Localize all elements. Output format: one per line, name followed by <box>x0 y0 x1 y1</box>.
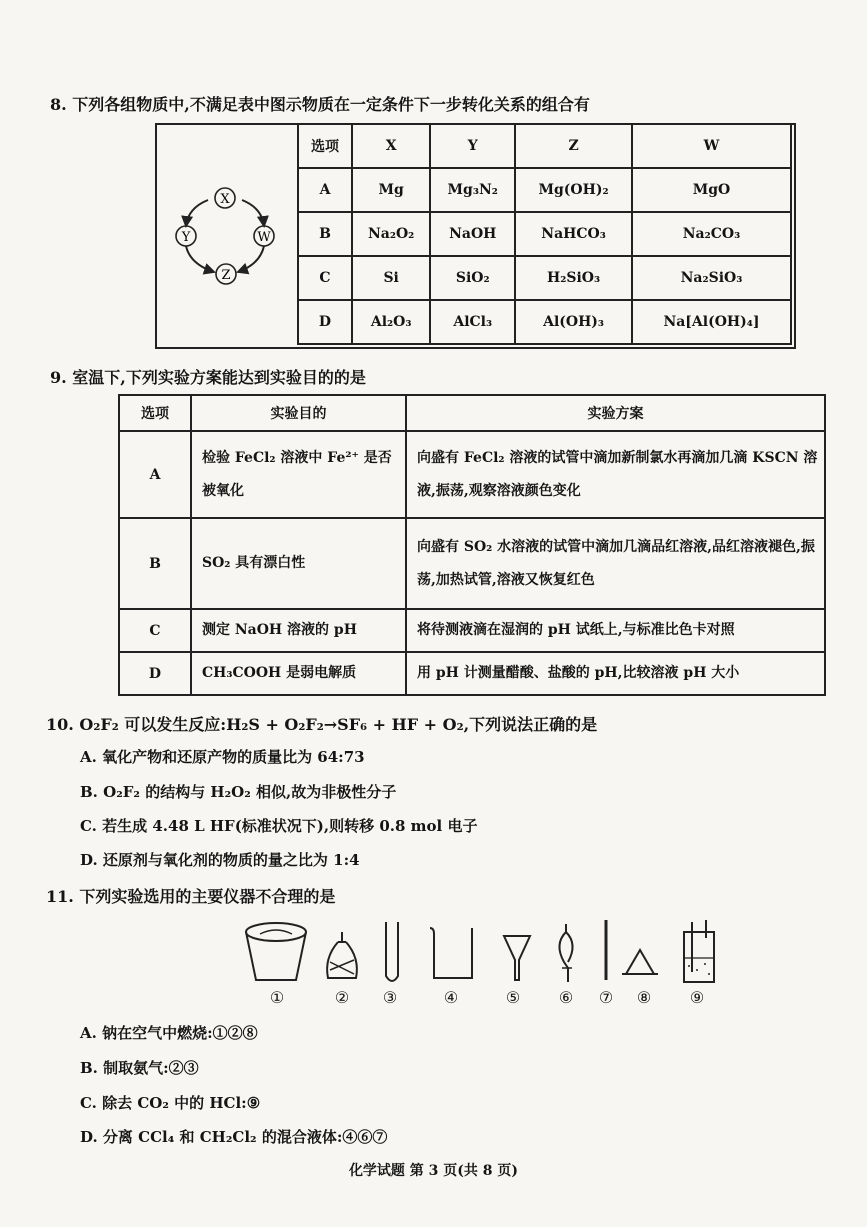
alcohol-lamp-icon <box>327 932 357 978</box>
table-row <box>298 300 791 344</box>
label-5: ⑤ <box>505 988 521 1007</box>
header-cell: 选项 <box>119 395 191 431</box>
cell: D <box>119 652 191 695</box>
header-cell: Y <box>430 124 515 168</box>
gas-washing-bottle-icon <box>684 920 714 982</box>
q8-table <box>297 123 792 345</box>
header-cell: 选项 <box>298 124 352 168</box>
q11-stem: 11. 下列实验选用的主要仪器不合理的是 <box>46 887 336 906</box>
clay-triangle-icon <box>622 950 658 974</box>
label-4: ④ <box>443 988 459 1007</box>
cell: 用 pH 计测量醋酸、盐酸的 pH,比较溶液 pH 大小 <box>406 652 825 695</box>
q10-option-c: C. 若生成 4.48 L HF(标准状况下),则转移 0.8 mol 电子 <box>80 817 478 835</box>
cell: B <box>298 212 352 256</box>
node-z: Z <box>221 268 231 283</box>
cell: 向盛有 SO₂ 水溶液的试管中滴加几滴品红溶液,品红溶液褪色,振荡,加热试管,溶液又恢复红色 <box>406 518 825 609</box>
q10-stem: 10. O₂F₂ 可以发生反应:H₂S + O₂F₂→SF₆ + HF + O₂,下列说法正确的是 <box>46 715 598 734</box>
cell: 检验 FeCl₂ 溶液中 Fe²⁺ 是否被氧化 <box>191 431 406 518</box>
header-cell: W <box>632 124 791 168</box>
cell: Mg₃N₂ <box>430 168 515 212</box>
funnel-icon <box>504 936 530 980</box>
cell: NaOH <box>430 212 515 256</box>
cell: H₂SiO₃ <box>515 256 632 300</box>
header-cell: 实验目的 <box>191 395 406 431</box>
beaker-icon <box>430 928 472 978</box>
header-cell: Z <box>515 124 632 168</box>
table-header-row <box>298 124 791 168</box>
crucible-icon <box>246 923 306 980</box>
label-8: ⑧ <box>636 988 652 1007</box>
apparatus-row <box>238 918 728 990</box>
cell: Al(OH)₃ <box>515 300 632 344</box>
separatory-funnel-icon <box>559 924 572 982</box>
conversion-cycle-diagram <box>170 180 280 290</box>
cell: SO₂ 具有漂白性 <box>191 518 406 609</box>
table-row <box>298 256 791 300</box>
cell: D <box>298 300 352 344</box>
cell: 测定 NaOH 溶液的 pH <box>191 609 406 652</box>
label-7: ⑦ <box>598 988 614 1007</box>
table-row <box>298 212 791 256</box>
cell: 向盛有 FeCl₂ 溶液的试管中滴加新制氯水再滴加几滴 KSCN 溶液,振荡,观察溶液颜色变化 <box>406 431 825 518</box>
label-2: ② <box>334 988 350 1007</box>
node-w: W <box>257 230 271 245</box>
label-9: ⑨ <box>689 988 705 1007</box>
page-footer: 化学试题 第 3 页(共 8 页) <box>348 1163 519 1179</box>
cell: Si <box>352 256 430 300</box>
q10-option-d: D. 还原剂与氧化剂的物质的量之比为 1:4 <box>80 851 360 869</box>
cell: A <box>119 431 191 518</box>
q10-option-a: A. 氧化产物和还原产物的质量比为 64:73 <box>80 748 365 766</box>
q11-option-c: C. 除去 CO₂ 中的 HCl:⑨ <box>80 1094 261 1112</box>
cell: AlCl₃ <box>430 300 515 344</box>
cell: NaHCO₃ <box>515 212 632 256</box>
cell: C <box>119 609 191 652</box>
cell: MgO <box>632 168 791 212</box>
node-x: X <box>220 192 230 207</box>
table-row <box>119 652 825 695</box>
cell: Na[Al(OH)₄] <box>632 300 791 344</box>
table-row <box>119 431 825 518</box>
cell: Na₂O₂ <box>352 212 430 256</box>
cell: Na₂SiO₃ <box>632 256 791 300</box>
label-1: ① <box>269 988 285 1007</box>
cell: Na₂CO₃ <box>632 212 791 256</box>
header-cell: X <box>352 124 430 168</box>
cell: 将待测液滴在湿润的 pH 试纸上,与标准比色卡对照 <box>406 609 825 652</box>
q10-option-b: B. O₂F₂ 的结构与 H₂O₂ 相似,故为非极性分子 <box>80 783 397 801</box>
cell: C <box>298 256 352 300</box>
q11-option-a: A. 钠在空气中燃烧:①②⑧ <box>80 1024 258 1042</box>
cell: Mg(OH)₂ <box>515 168 632 212</box>
q9-stem: 9. 室温下,下列实验方案能达到实验目的的是 <box>50 368 366 387</box>
table-header-row <box>119 395 825 431</box>
test-tube-icon <box>386 922 398 981</box>
q11-option-d: D. 分离 CCl₄ 和 CH₂Cl₂ 的混合液体:④⑥⑦ <box>80 1128 388 1146</box>
cell: A <box>298 168 352 212</box>
label-3: ③ <box>382 988 398 1007</box>
q9-table <box>118 394 826 696</box>
header-cell: 实验方案 <box>406 395 825 431</box>
cell: CH₃COOH 是弱电解质 <box>191 652 406 695</box>
table-row <box>119 609 825 652</box>
cell: Al₂O₃ <box>352 300 430 344</box>
cell: Mg <box>352 168 430 212</box>
q8-stem: 8. 下列各组物质中,不满足表中图示物质在一定条件下一步转化关系的组合有 <box>50 95 590 114</box>
cell: SiO₂ <box>430 256 515 300</box>
table-row <box>298 168 791 212</box>
table-row <box>119 518 825 609</box>
label-6: ⑥ <box>558 988 574 1007</box>
node-y: Y <box>181 230 191 245</box>
cell: B <box>119 518 191 609</box>
q11-option-b: B. 制取氨气:②③ <box>80 1059 199 1077</box>
